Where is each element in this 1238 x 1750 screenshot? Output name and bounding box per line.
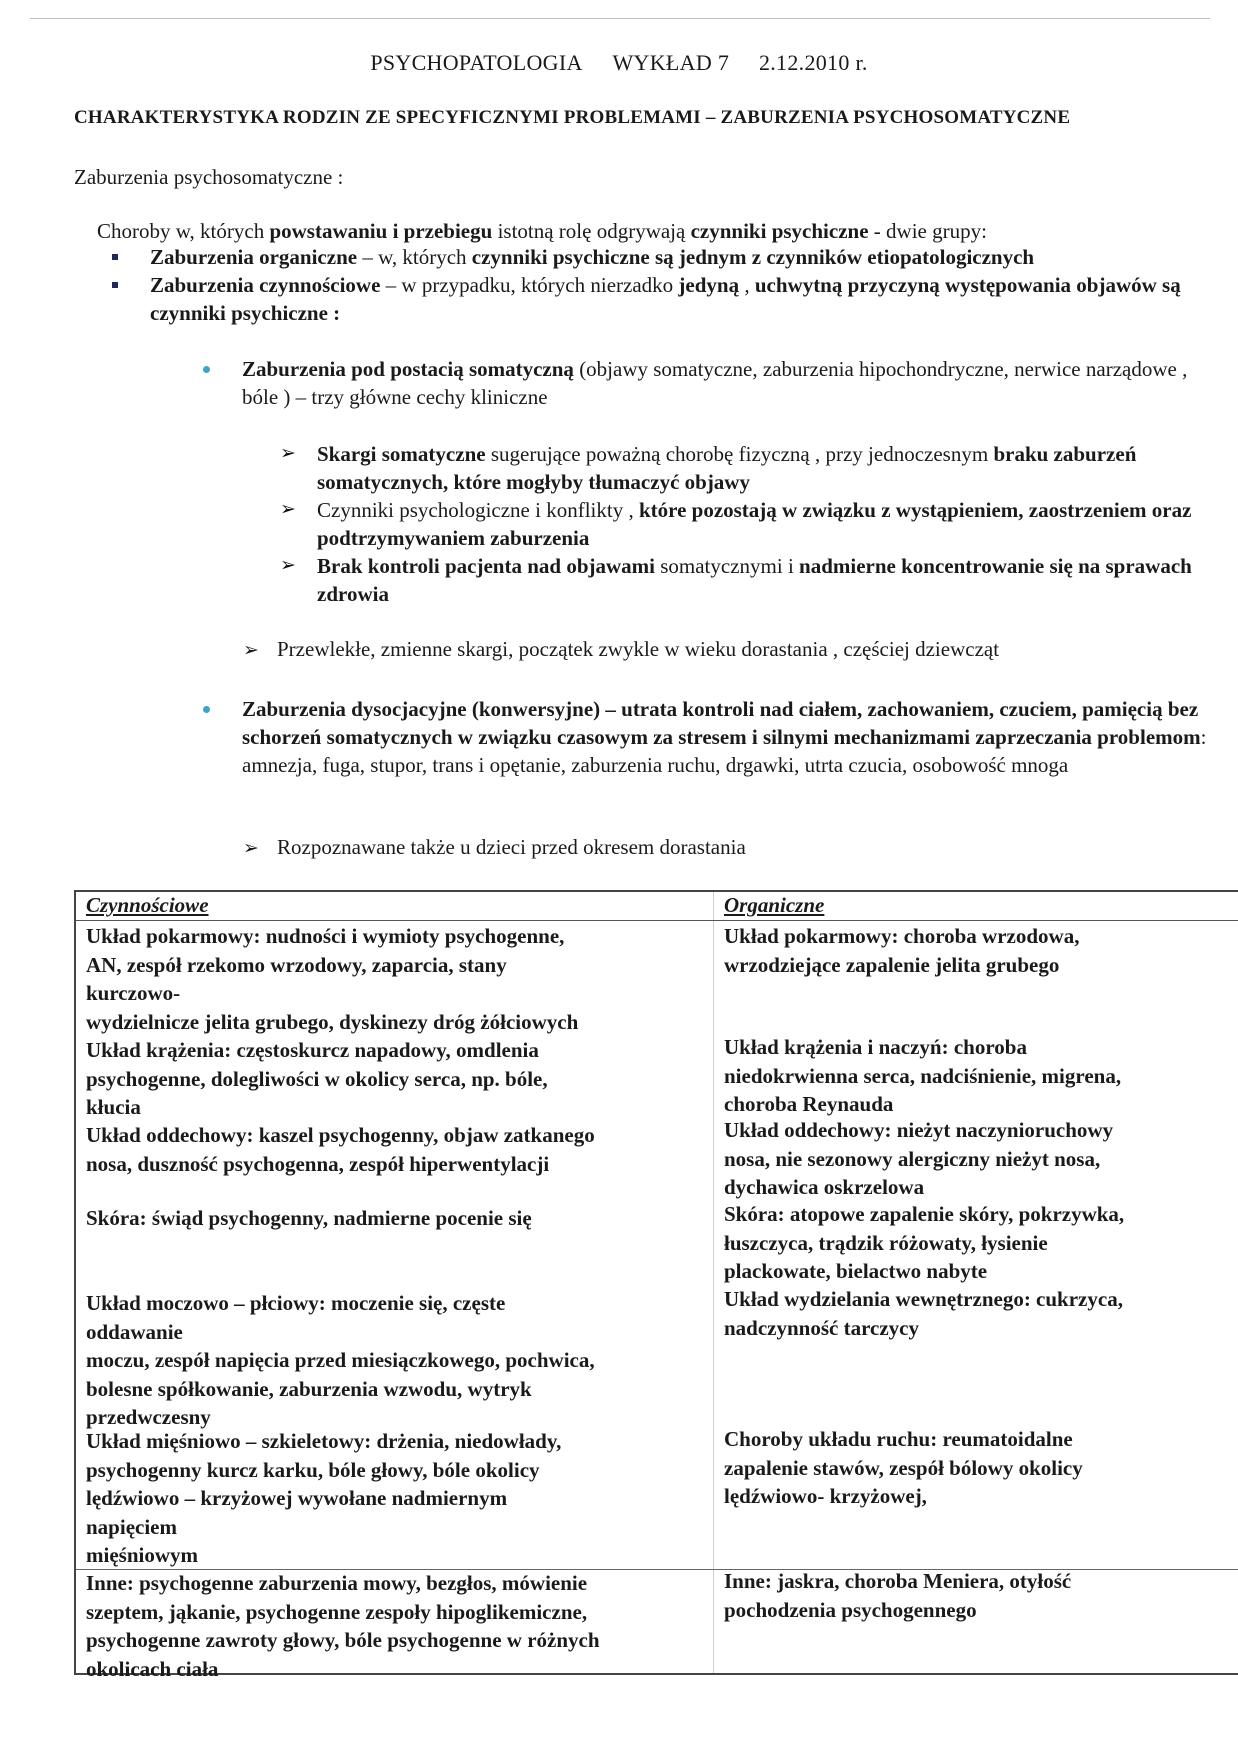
desc-text-3: - dwie grupy:: [868, 219, 987, 243]
feature-item: [280, 552, 1220, 608]
lecture-date: 2.12.2010 r.: [758, 50, 868, 75]
group-bold-text: występowania objawów są czynniki psychiczne :: [150, 273, 1181, 325]
cell-line: Układ mięśniowo – szkieletowy: drżenia, niedowłady,: [86, 1429, 562, 1453]
scan-edge-line: [30, 18, 1210, 19]
cell-line: psychogenny kurcz karku, bóle głowy, bóle okolicy: [86, 1457, 540, 1482]
cell-line: napięciem: [86, 1514, 177, 1539]
cell-line: Choroby układu ruchu: reumatoidalne: [724, 1427, 1073, 1451]
cell-organic-skin: [724, 1200, 1234, 1286]
cell-line: Inne: psychogenne zaburzenia mowy, bezgłos, mówienie: [86, 1571, 588, 1595]
cell-line: nosa, nie sezonowy alergiczny nieżyt nosa,: [724, 1146, 1101, 1171]
cell-line: wydzielnicze jelita grubego, dyskinezy dróg żółciowych: [86, 1009, 579, 1034]
feature-bold: nadmierne koncentrowanie się na sprawach zdrowia: [317, 554, 1192, 606]
cell-line: psychogenne zawroty głowy, bóle psychogenne w różnych: [86, 1628, 600, 1652]
group-text: – w, których: [357, 245, 472, 269]
cell-line: Układ pokarmowy: choroba wrzodowa,: [724, 924, 1080, 948]
arrow-bullet-icon: ➢: [280, 499, 296, 520]
feature-text: somatycznymi i: [654, 554, 800, 578]
group-name: Zaburzenia organiczne: [150, 245, 358, 269]
group-item-organic: [108, 243, 1218, 271]
description-paragraph: [97, 217, 1217, 245]
dissociative-heading: Zaburzenia dysocjacyjne (konwersyjne) – utrata kontroli nad ciałem, zachowaniem, czuciem, pamięcią bez schorzeń somatycznych w związku czasowym za stresem i silnymi mechanizmami zaprzeczania problemom: [242, 697, 1201, 749]
somatic-text: (objawy somatyczne, zaburzenia hipochondryczne, nerwice narządowe , bóle ) – trzy główne cechy kliniczne: [242, 357, 1188, 409]
group-bold-text: czynniki psychiczne są jednym z czynników etiopatologicznych: [471, 245, 1035, 269]
disorders-table: [74, 890, 1238, 1681]
cell-line: moczu, zespół napięcia przed miesiączkowego, pochwica,: [86, 1348, 595, 1372]
arrow-bullet-icon: ➢: [243, 640, 259, 661]
cell-line: szeptem, jąkanie, psychogenne zespoły hipoglikemiczne,: [86, 1599, 588, 1624]
cell-line: lędźwiowo – krzyżowej wywołane nadmiernym: [86, 1486, 508, 1510]
cell-line: kurczowo-: [86, 981, 181, 1005]
groups-list: [108, 243, 1218, 327]
cell-line: psychogenne, dolegliwości w okolicy serca, np. bóle,: [86, 1066, 548, 1091]
feature-item: [280, 496, 1220, 552]
somatic-disorders-item: [205, 355, 1215, 411]
cell-line: łuszczyca, trądzik różowaty, łysienie: [724, 1230, 1048, 1255]
cell-line: kłucia: [86, 1095, 141, 1119]
cell-line: pochodzenia psychogennego: [724, 1597, 977, 1622]
feature-bold: Brak kontroli pacjenta nad objawami: [317, 554, 655, 578]
feature-bold: braku zaburzeń somatycznych, które mogłyby tłumaczyć objawy: [317, 442, 1137, 494]
arrow-bullet-icon: ➢: [280, 555, 296, 576]
desc-text-1: Choroby w, których: [97, 219, 270, 243]
cell-organic-motor: [724, 1425, 1234, 1511]
lecture-header: [0, 50, 1238, 76]
cell-line: niedokrwienna serca, nadciśnienie, migrena,: [724, 1063, 1122, 1088]
document-title: CHARAKTERYSTYKA RODZIN ZE SPECYFICZNYMI PROBLEMAMI – ZABURZENIA PSYCHOSOMATYCZNE: [74, 107, 1071, 128]
cell-line: Układ oddechowy: kaszel psychogenny, objaw zatkanego: [86, 1123, 595, 1147]
group-bold-text: jedyną: [678, 273, 740, 297]
cell-line: nadczynność tarczycy: [724, 1315, 919, 1340]
cell-line: bolesne spółkowanie, zaburzenia wzwodu, wytryk: [86, 1376, 532, 1401]
arrow-bullet-icon: ➢: [243, 838, 259, 859]
cell-line: Układ wydzielania wewnętrznego: cukrzyca,: [724, 1287, 1123, 1311]
square-bullet-icon: [112, 254, 118, 260]
somatic-features-list: [280, 440, 1220, 608]
desc-text-2: istotną rolę odgrywają: [492, 219, 691, 243]
feature-bold: które pozostają w związku z wystąpieniem, zaostrzeniem oraz podtrzymywaniem zaburzenia: [317, 498, 1192, 550]
round-bullet-icon: [203, 706, 210, 713]
feature-item: [280, 440, 1220, 496]
cell-line: Układ moczowo – płciowy: moczenie się, częste: [86, 1291, 506, 1315]
cell-line: AN, zespół rzekomo wrzodowy, zaparcia, stany: [86, 952, 507, 977]
cell-organic-endocrine: [724, 1285, 1234, 1342]
cell-functional-musculoskeletal: [86, 1427, 706, 1570]
group-text: – w przypadku, których nierzadko: [380, 273, 679, 297]
group-bold-text: uchwytną przyczyną: [754, 273, 940, 297]
column-divider: [713, 892, 714, 1673]
column-header-functional: Czynnościowe: [86, 893, 209, 917]
cell-functional-circulatory: [86, 1036, 706, 1122]
cell-line: Układ oddechowy: nieżyt naczynioruchowy: [724, 1118, 1114, 1142]
column-header-organic: Organiczne: [724, 893, 825, 917]
cell-functional-skin: [86, 1204, 706, 1233]
cell-line: mięśniowym: [86, 1543, 198, 1567]
cell-line: zapalenie stawów, zespół bólowy okolicy: [724, 1455, 1083, 1480]
round-bullet-icon: [203, 366, 210, 373]
cell-functional-digestive: [86, 922, 706, 1036]
lecture-number: WYKŁAD 7: [612, 50, 730, 75]
cell-functional-respiratory: [86, 1121, 706, 1178]
cell-line: Skóra: atopowe zapalenie skóry, pokrzywka,: [724, 1202, 1125, 1226]
feature-text: sugerujące poważną chorobę fizyczną , przy jednoczesnym: [485, 442, 994, 466]
dissociative-disorders-item: [205, 695, 1215, 779]
somatic-heading: Zaburzenia pod postacią somatyczną: [242, 357, 574, 381]
arrow-bullet-icon: ➢: [280, 443, 296, 464]
cell-line: plackowate, bielactwo nabyte: [724, 1259, 988, 1283]
cell-functional-urogenital: [86, 1289, 706, 1432]
cell-organic-digestive: [724, 922, 1234, 979]
header-divider: [76, 920, 1238, 921]
cell-functional-other: [86, 1569, 706, 1683]
feature-bold: Skargi somatyczne: [317, 442, 486, 466]
cell-line: Skóra: świąd psychogenny, nadmierne pocenie się: [86, 1206, 532, 1230]
cell-line: Układ pokarmowy: nudności i wymioty psychogenne,: [86, 924, 565, 948]
cell-line: Układ krążenia: częstoskurcz napadowy, omdlenia: [86, 1038, 539, 1062]
square-bullet-icon: [112, 282, 118, 288]
cell-line: oddawanie: [86, 1319, 183, 1344]
group-item-functional: [108, 271, 1218, 327]
somatic-note: [243, 635, 999, 665]
cell-line: okolicach ciała: [86, 1656, 219, 1681]
desc-bold-1: powstawaniu i przebiegu: [269, 219, 493, 243]
cell-organic-other: [724, 1567, 1234, 1624]
intro-heading: Zaburzenia psychosomatyczne :: [74, 165, 344, 189]
feature-text: Czynniki psychologiczne i konflikty ,: [317, 498, 639, 522]
cell-organic-circulatory: [724, 1033, 1234, 1119]
cell-line: wrzodziejące zapalenie jelita grubego: [724, 952, 1060, 977]
cell-line: Inne: jaskra, choroba Meniera, otyłość: [724, 1569, 1072, 1593]
group-name: Zaburzenia czynnościowe: [150, 273, 381, 297]
cell-line: Układ krążenia i naczyń: choroba: [724, 1035, 1027, 1059]
course-name: PSYCHOPATOLOGIA: [370, 50, 583, 75]
dissociative-note-text: Rozpoznawane także u dzieci przed okresem dorastania: [277, 835, 746, 859]
cell-line: dychawica oskrzelowa: [724, 1175, 925, 1199]
cell-line: choroba Reynauda: [724, 1092, 894, 1116]
cell-organic-respiratory: [724, 1116, 1234, 1202]
somatic-note-text: Przewlekłe, zmienne skargi, początek zwykle w wieku dorastania , częściej dziewcząt: [277, 637, 1000, 661]
desc-bold-2: czynniki psychiczne: [690, 219, 869, 243]
cell-line: nosa, duszność psychogenna, zespół hiperwentylacji: [86, 1151, 550, 1176]
cell-line: przedwczesny: [86, 1405, 211, 1429]
dissociative-note: [243, 833, 746, 863]
dissociative-text: : amnezja, fuga, stupor, trans i opętanie, zaburzenia ruchu, drgawki, utrta czucia, osobowość mnoga: [242, 725, 1207, 777]
group-text: ,: [739, 273, 755, 297]
cell-line: lędźwiowo- krzyżowej,: [724, 1484, 927, 1508]
